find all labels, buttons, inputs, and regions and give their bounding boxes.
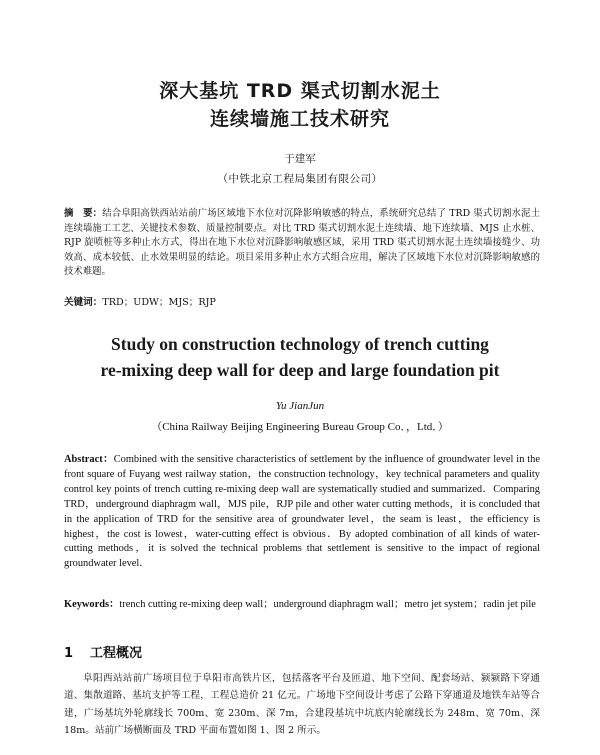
abstract-cn-label: 摘 要： [64,208,103,219]
keywords-en [64,598,540,613]
keywords-cn-text: TRD；UDW；MJS；RJP [102,297,216,308]
title-en-line1: Study on construction technology of trench cutting [111,334,489,354]
abstract-en [64,453,540,572]
keywords-cn [64,294,216,308]
keywords-cn-label: 关键词： [64,297,103,308]
title-cn-line2: 连续墙施工技术研究 [209,108,390,130]
keywords-en-label: Keywords： [64,599,120,610]
author-en: Yu JianJun [275,400,325,412]
keywords-en-text: trench cutting re-mixing deep wall；underground diaphragm wall；metro jet system；radin jet pile [119,599,536,610]
section-title: 工程概况 [90,646,143,661]
section-number: 1 [64,646,74,661]
affiliation-en: （China Railway Beijing Engineering Bureau Group Co．，Ltd．） [151,421,449,433]
abstract-en-text: Combined with the sensitive characteristics of settlement by the influence of groundwater level in the front square of Fuyang west railway station，the construction technology，key technical parameters and quality control key points of trench cutting re-mixing deep wall are systematically studied and summarized．Comparing TRD，underground diaphragm wall，MJS pile，RJP pile and other water cutting methods，it is concluded that in the application of TRD for the sensitive area of groundwater level，the seam is least，the efficiency is highest，the cost is lowest，water-cutting effect is obvious．By adopted combination of all kinds of water-cutting methods，it is solved the technical problems that settlement is sensitive to the impact of regional groundwater level． [64,454,540,570]
author-cn: 于建军 [284,153,316,165]
affiliation-cn: （中铁北京工程局集团有限公司） [217,173,383,185]
section-heading [64,642,142,661]
abstract-en-label: Abstract： [64,454,114,465]
title-cn-line1: 深大基坑 TRD 渠式切割水泥土 [159,80,441,102]
abstract-cn [64,207,540,280]
title-en-line2: re-mixing deep wall for deep and large foundation pit [100,360,500,380]
abstract-cn-text: 结合阜阳高铁西站站前广场区域地下水位对沉降影响敏感的特点，系统研究总结了 TRD 渠式切割水泥土连续墙施工工艺、关键技术参数、质量控制要点。对比 TRD 渠式切割水泥土连续墙、地下连续墙、MJS 止水桩、RJP 旋喷桩等多种止水方式，得出在地下水位对沉降影响敏感区域，采用 TRD 渠式切割水泥土连续墙接缝少、功效高、成本较低、止水效果明显的结论。项目采用多种止水方式组合应用，解决了区域地下水位对沉降影响敏感的技术难题。 [64,208,540,278]
section-paragraph: 阜阳西站站前广场项目位于阜阳市高铁片区，包括落客平台及匝道、地下空间、配套场站、颍颍路下穿通道、集散道路、基坑支护等工程，工程总造价 21 亿元。广场地下空间设计考虑了公路下穿通道及地铁车站等合建，广场基坑外轮廓线长 700m、宽 230m、深 7m，合建段基坑中坑底内轮廓线长为 248m、宽 70m、深 18m。站前广场横断面及 TRD 平面布置如图 1、图 2 所示。 [64,673,540,737]
